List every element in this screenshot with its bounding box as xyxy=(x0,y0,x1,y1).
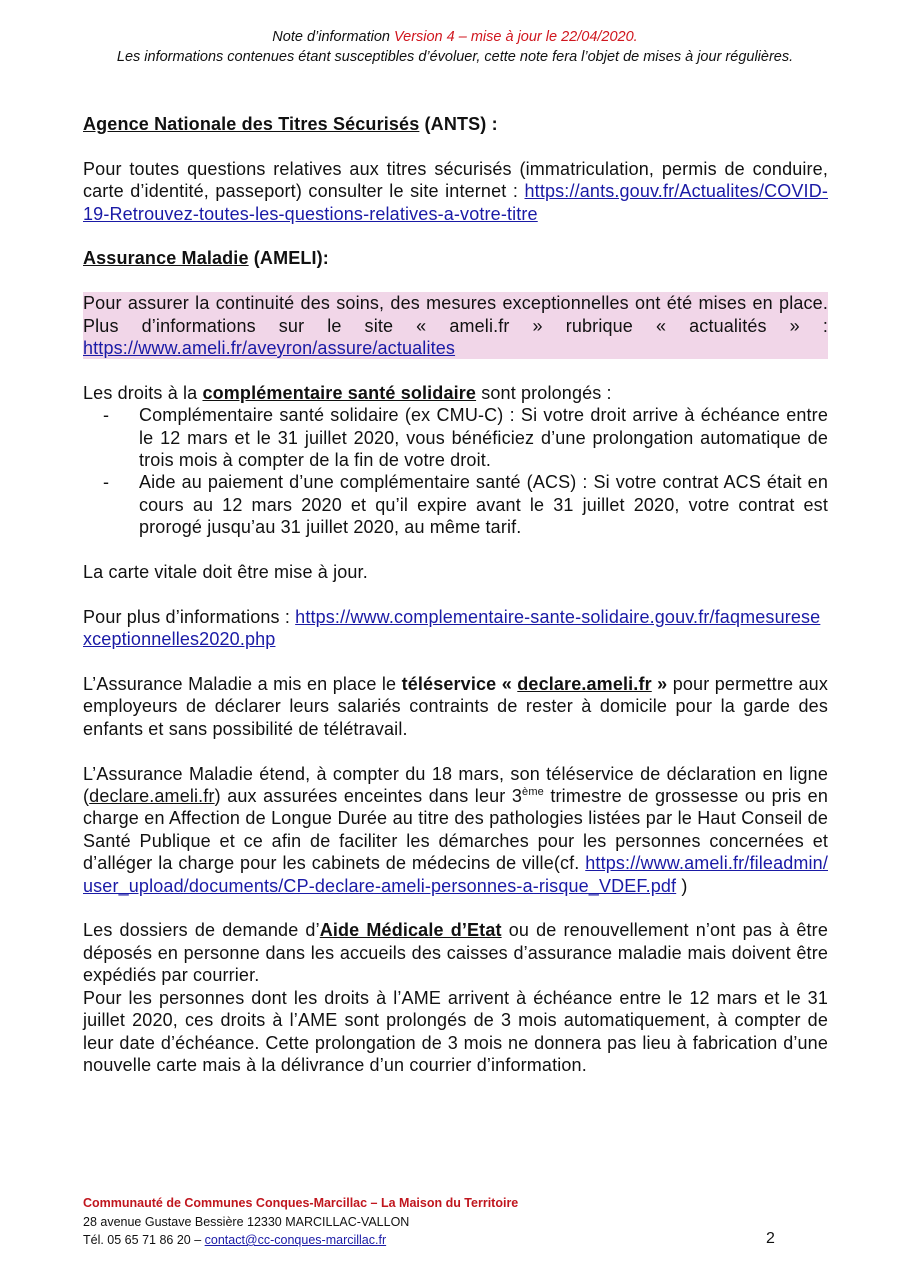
ants-heading xyxy=(83,113,828,135)
etend-paragraph xyxy=(83,763,828,897)
ame-text-1: Les dossiers de demande d’ xyxy=(83,920,320,941)
tele-prefix: L’Assurance Maladie a mis en place le xyxy=(83,674,402,695)
header-disclaimer: Les informations contenues étant susceptibles d’évoluer, cette note fera l’objet de mises à jour régulières. xyxy=(116,49,794,65)
cp-pdf-link[interactable]: https://www.ameli.fr/fileadmin/user_upload/documents/CP-declare-ameli-personnes-a-risque_VDEF.pdf xyxy=(83,853,828,896)
ame-text-2: ou de renouvellement n’ont pas à être déposés en personne dans les accueils des caisses d’assurance maladie mais doivent être expédiés par courrier. xyxy=(83,920,828,986)
footer-org: Communauté de Communes Conques-Marcillac – La Maison du Territoire xyxy=(83,1196,519,1210)
ants-paragraph xyxy=(83,158,828,225)
footer-phone: Tél. 05 65 71 86 20 – xyxy=(83,1233,205,1247)
ame-bold: Aide Médicale d’Etat xyxy=(319,920,502,941)
bullet-text: Aide au paiement d’une complémentaire santé (ACS) : Si votre contrat ACS était en cours au 12 mars 2020 et qu’il expire avant le 31 juillet 2020, votre contrat est prorogé jusqu’au 31 juillet 2020, au même tarif. xyxy=(139,472,828,538)
ameli-highlight-text: Pour assurer la continuité des soins, des mesures exceptionnelles ont été mises en place. Plus d’informations sur le site « ameli.fr » rubrique « actualités » : xyxy=(83,293,828,336)
ants-heading-text: Agence Nationale des Titres Sécurisés xyxy=(83,114,420,134)
ameli-heading-suffix: (AMELI): xyxy=(248,248,329,269)
droits-bold: complémentaire santé solidaire xyxy=(202,382,477,403)
tele-bold: téléservice « xyxy=(401,674,518,695)
declare-ameli-link[interactable]: declare.ameli.fr xyxy=(517,674,652,695)
ameli-heading xyxy=(83,247,828,269)
bullet-text: Complémentaire santé solidaire (ex CMU-C) : Si votre droit arrive à échéance entre le 12 mars et le 31 juillet 2020, vous bénéficiez d’une prolongation automatique de trois mois à compter de la fin de votre droit. xyxy=(139,405,828,471)
page-footer xyxy=(83,1194,518,1250)
etend-text-3: trimestre de grossesse ou pris en charge en Affection de Longue Durée au titre des pathologies listées par le Haut Conseil de Santé Publique et ce afin de faciliter les démarches pour les personnes concernées et d’alléger la charge pour les cabinets de médecins de ville(cf. xyxy=(83,786,828,874)
ame-paragraph-2: Pour les personnes dont les droits à l’AME arrivent à échéance entre le 12 mars et le 31 juillet 2020, ces droits à l’AME sont prolongés de 3 mois automatiquement, à compter de leur date d’échéance. Cette prolongation de 3 mois ne donnera pas lieu à fabrication d’une nouvelle carte mais à la délivrance d’un courrier d’information. xyxy=(83,987,828,1075)
plus-info-label: Pour plus d’informations : xyxy=(83,606,296,627)
ants-heading-suffix: (ANTS) : xyxy=(419,114,498,134)
teleservice-paragraph xyxy=(83,673,828,740)
droits-intro xyxy=(83,382,828,404)
ants-link[interactable]: https://ants.gouv.fr/Actualites/COVID-19-Retrouvez-toutes-les-questions-relatives-a-votre-titre xyxy=(83,181,828,224)
note-label: Note d’information xyxy=(272,29,394,45)
etend-text-4: ) xyxy=(676,875,688,896)
list-item: - Aide au paiement d’une complémentaire santé (ACS) : Si votre contrat ACS était en cours au 12 mars 2020 et qu’il expire avant le 31 juillet 2020, votre contrat est prorogé jusqu’au 31 juillet 2020, au même tarif. xyxy=(103,472,828,538)
footer-email-link[interactable]: contact@cc-conques-marcillac.fr xyxy=(204,1233,387,1247)
etend-text-1: L’Assurance Maladie étend, à compter du 18 mars, son téléservice de déclaration en ligne ( xyxy=(83,763,828,807)
declare-ameli-link-2[interactable]: declare.ameli.fr xyxy=(89,786,215,807)
page-header xyxy=(0,27,910,67)
plus-info-paragraph xyxy=(83,606,828,651)
tele-suffix: pour permettre aux employeurs de déclarer leurs salariés contraints de rester à domicile pour la garde des enfants et sans possibilité de télétravail. xyxy=(83,674,828,739)
footer-address: 28 avenue Gustave Bessière 12330 MARCILLAC-VALLON xyxy=(83,1214,410,1229)
droits-prefix: Les droits à la xyxy=(83,382,203,403)
document-body xyxy=(83,113,828,1099)
ameli-actualites-link[interactable]: https://www.ameli.fr/aveyron/assure/actualites xyxy=(83,338,456,359)
ameli-heading-text: Assurance Maladie xyxy=(83,248,249,269)
version-label: Version 4 – mise à jour le 22/04/2020. xyxy=(394,29,638,45)
tele-bold-close: » xyxy=(651,674,668,695)
page-number: 2 xyxy=(766,1230,775,1247)
ame-paragraph-1 xyxy=(83,919,828,986)
carte-vitale-paragraph: La carte vitale doit être mise à jour. xyxy=(83,562,368,583)
ordinal-sup: ème xyxy=(522,786,544,799)
droits-suffix: sont prolongés : xyxy=(476,382,612,403)
css-faq-link[interactable]: https://www.complementaire-sante-solidaire.gouv.fr/faqmesuresexceptionnelles2020.php xyxy=(83,606,821,650)
droits-list xyxy=(83,404,828,538)
ameli-highlight-paragraph xyxy=(83,292,828,359)
etend-text-2: ) aux assurées enceintes dans leur 3 xyxy=(214,786,523,807)
list-item: - Complémentaire santé solidaire (ex CMU-C) : Si votre droit arrive à échéance entre le 12 mars et le 31 juillet 2020, vous bénéficiez d’une prolongation automatique de trois mois à compter de la fin de votre droit. xyxy=(103,405,828,471)
ants-text: Pour toutes questions relatives aux titres sécurisés (immatriculation, permis de conduire, carte d’identité, passeport) consulter le site internet : xyxy=(83,158,828,202)
